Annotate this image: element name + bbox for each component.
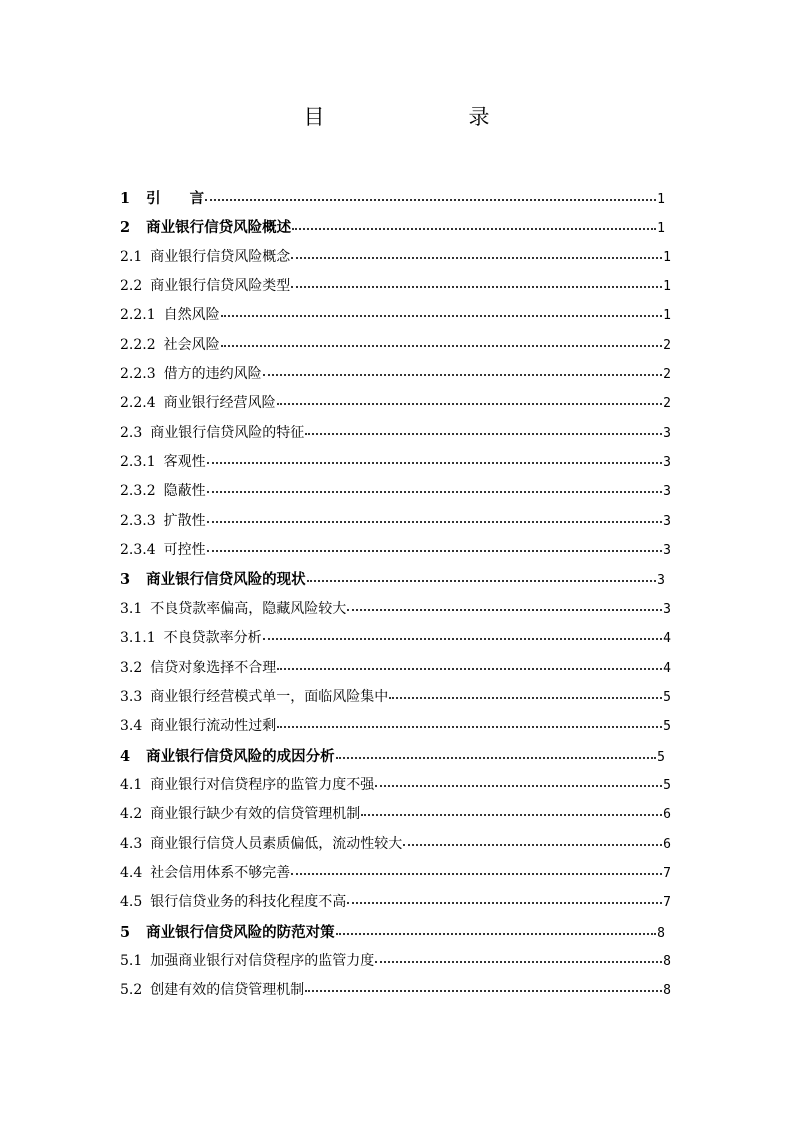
toc-entry-number: 4	[120, 747, 131, 765]
toc-entry-number: 5.2	[120, 982, 143, 999]
toc-entry-page-number: 2	[663, 337, 671, 353]
toc-dot-leader	[263, 628, 663, 642]
toc-entry-title: 引 言	[146, 190, 205, 207]
toc-entry-title: 不良贷款率分析	[163, 630, 262, 647]
toc-dot-leader	[277, 716, 662, 730]
toc-entry-number: 4.5	[120, 894, 143, 911]
toc-entry[interactable]	[120, 301, 671, 330]
toc-dot-leader	[361, 804, 662, 818]
toc-entry-title: 商业银行经营模式单一，面临风险集中	[150, 688, 389, 705]
toc-entry-number: 2.2.2	[120, 336, 156, 353]
toc-entry-page-number: 1	[657, 221, 665, 237]
toc-entry-number: 4.2	[120, 806, 143, 823]
toc-entry-page-number: 8	[663, 983, 671, 999]
toc-entry-page-number: 5	[657, 749, 665, 765]
toc-entry-number: 1	[120, 190, 131, 207]
toc-entry-number: 2.3	[120, 424, 143, 441]
toc-entry-number: 2.3.4	[120, 542, 156, 559]
toc-dot-leader	[207, 481, 663, 495]
toc-dot-leader	[221, 305, 663, 319]
toc-entry-page-number: 6	[663, 807, 671, 823]
toc-entry-title: 商业银行信贷风险的现状	[146, 571, 306, 589]
toc-entry[interactable]	[120, 712, 671, 741]
toc-entry-page-number: 5	[663, 719, 671, 735]
toc-entry-number: 2.2.1	[120, 307, 156, 324]
toc-entry-title: 商业银行流动性过剩	[150, 718, 277, 735]
toc-entry-title: 商业银行信贷风险的特征	[150, 424, 305, 441]
toc-entry[interactable]	[120, 771, 671, 800]
toc-dot-leader	[263, 364, 663, 378]
toc-entry-number: 2.2	[120, 278, 143, 295]
toc-entry-page-number: 5	[663, 777, 671, 793]
toc-entry-page-number: 4	[663, 660, 671, 676]
toc-dot-leader	[375, 951, 662, 965]
toc-entry[interactable]	[120, 184, 671, 213]
toc-entry[interactable]	[120, 976, 671, 1005]
toc-entry-title: 商业银行信贷风险的成因分析	[146, 747, 335, 765]
toc-entry-page-number: 6	[663, 836, 671, 852]
toc-entry[interactable]	[120, 595, 671, 624]
toc-entry-page-number: 3	[663, 543, 671, 559]
toc-entry-page-number: 8	[663, 953, 671, 969]
toc-entry-title: 商业银行信贷风险类型	[150, 278, 291, 295]
toc-entry-title: 创建有效的信贷管理机制	[150, 982, 305, 999]
toc-entry-number: 3.1	[120, 600, 143, 617]
toc-entry-page-number: 1	[657, 192, 665, 207]
toc-dot-leader	[403, 834, 662, 848]
toc-dot-leader	[207, 540, 663, 554]
toc-entry-title: 银行信贷业务的科技化程度不高	[150, 894, 347, 911]
toc-entry-page-number: 3	[663, 425, 671, 441]
toc-entry-title: 加强商业银行对信贷程序的监管力度	[150, 952, 375, 969]
toc-entry-title: 隐蔽性	[163, 483, 206, 500]
toc-entry[interactable]	[120, 507, 671, 536]
table-of-contents	[120, 184, 671, 1006]
toc-entry-title: 信贷对象选择不合理	[150, 659, 277, 676]
toc-entry[interactable]	[120, 888, 671, 917]
toc-entry-title: 商业银行信贷人员素质偏低，流动性较大	[150, 835, 403, 852]
toc-dot-leader	[336, 923, 657, 937]
toc-entry-page-number: 7	[663, 895, 671, 911]
toc-entry[interactable]	[120, 477, 671, 506]
toc-dot-leader	[307, 570, 657, 584]
toc-dot-leader	[336, 747, 657, 761]
toc-entry-page-number: 7	[663, 865, 671, 881]
toc-entry-page-number: 5	[663, 689, 671, 705]
toc-entry-title: 商业银行经营风险	[163, 395, 276, 412]
toc-entry-number: 4.1	[120, 776, 143, 793]
toc-dot-leader	[305, 423, 662, 437]
toc-entry-title: 扩散性	[163, 512, 206, 529]
toc-entry[interactable]	[120, 360, 671, 389]
toc-dot-leader	[389, 687, 662, 701]
toc-entry-title: 自然风险	[163, 307, 220, 324]
toc-dot-leader	[277, 393, 663, 407]
toc-entry-title: 客观性	[163, 454, 206, 471]
toc-entry-number: 3.1.1	[120, 630, 156, 647]
toc-entry[interactable]	[120, 419, 671, 448]
toc-entry-number: 4.3	[120, 835, 143, 852]
toc-entry-title: 商业银行对信贷程序的监管力度不强	[150, 776, 375, 793]
toc-entry-page-number: 1	[663, 308, 671, 324]
toc-entry-number: 3	[120, 571, 131, 589]
toc-entry[interactable]	[120, 565, 671, 594]
toc-entry-title: 商业银行信贷风险概念	[150, 248, 291, 265]
toc-entry[interactable]	[120, 624, 671, 653]
toc-entry-number: 3.3	[120, 688, 143, 705]
toc-entry-title: 不良贷款率偏高，隐藏风险较大	[150, 600, 347, 617]
toc-entry-title: 社会风险	[163, 336, 220, 353]
toc-dot-leader	[292, 218, 656, 232]
toc-entry-number: 4.4	[120, 864, 143, 881]
toc-dot-leader	[277, 658, 662, 672]
toc-entry[interactable]	[120, 536, 671, 565]
toc-entry-number: 2.1	[120, 248, 143, 265]
toc-entry[interactable]	[120, 331, 671, 360]
toc-entry[interactable]	[120, 213, 671, 242]
toc-dot-leader	[207, 511, 663, 525]
toc-entry-page-number: 3	[663, 513, 671, 529]
toc-entry-number: 2.2.3	[120, 366, 156, 383]
toc-entry-number: 2.3.1	[120, 454, 156, 471]
toc-dot-leader	[207, 452, 663, 466]
page-title: 目 录	[303, 105, 524, 129]
toc-entry-page-number: 1	[663, 279, 671, 295]
toc-entry-number: 2	[120, 219, 131, 237]
toc-dot-leader	[375, 775, 662, 789]
toc-entry[interactable]	[120, 272, 671, 301]
toc-entry-page-number: 3	[663, 455, 671, 471]
toc-entry-page-number: 2	[663, 367, 671, 383]
toc-entry-number: 2.2.4	[120, 395, 156, 412]
toc-entry[interactable]	[120, 830, 671, 859]
toc-entry-number: 2.3.3	[120, 512, 156, 529]
toc-entry-title: 商业银行缺少有效的信贷管理机制	[150, 806, 361, 823]
toc-entry-number: 5	[120, 923, 131, 941]
toc-dot-leader	[291, 863, 662, 877]
toc-entry[interactable]	[120, 800, 671, 829]
toc-entry[interactable]	[120, 947, 671, 976]
toc-dot-leader	[291, 276, 662, 290]
toc-entry[interactable]	[120, 742, 671, 771]
toc-entry-title: 商业银行信贷风险概述	[146, 219, 292, 237]
toc-dot-leader	[347, 892, 662, 906]
toc-dot-leader	[305, 980, 662, 994]
toc-dot-leader	[221, 335, 663, 349]
toc-entry[interactable]	[120, 389, 671, 418]
toc-entry[interactable]	[120, 918, 671, 947]
toc-entry-number: 3.2	[120, 659, 143, 676]
toc-entry-number: 2.3.2	[120, 483, 156, 500]
toc-entry-page-number: 3	[663, 484, 671, 500]
toc-dot-leader	[291, 247, 662, 261]
toc-entry-page-number: 8	[657, 925, 665, 941]
toc-entry-page-number: 2	[663, 396, 671, 412]
toc-entry-title: 可控性	[163, 542, 206, 559]
toc-entry-number: 3.4	[120, 718, 143, 735]
toc-entry[interactable]	[120, 243, 671, 272]
toc-entry-page-number: 3	[657, 573, 665, 589]
toc-entry-page-number: 3	[663, 601, 671, 617]
toc-entry[interactable]	[120, 448, 671, 477]
toc-dot-leader	[205, 189, 656, 203]
toc-entry-title: 商业银行信贷风险的防范对策	[146, 923, 335, 941]
toc-dot-leader	[347, 599, 662, 613]
toc-entry-title: 借方的违约风险	[163, 366, 262, 383]
toc-entry[interactable]	[120, 859, 671, 888]
toc-entry[interactable]	[120, 683, 671, 712]
toc-entry-page-number: 4	[663, 631, 671, 647]
toc-entry-number: 5.1	[120, 952, 143, 969]
toc-entry-title: 社会信用体系不够完善	[150, 864, 291, 881]
toc-entry-page-number: 1	[663, 249, 671, 265]
toc-entry[interactable]	[120, 654, 671, 683]
